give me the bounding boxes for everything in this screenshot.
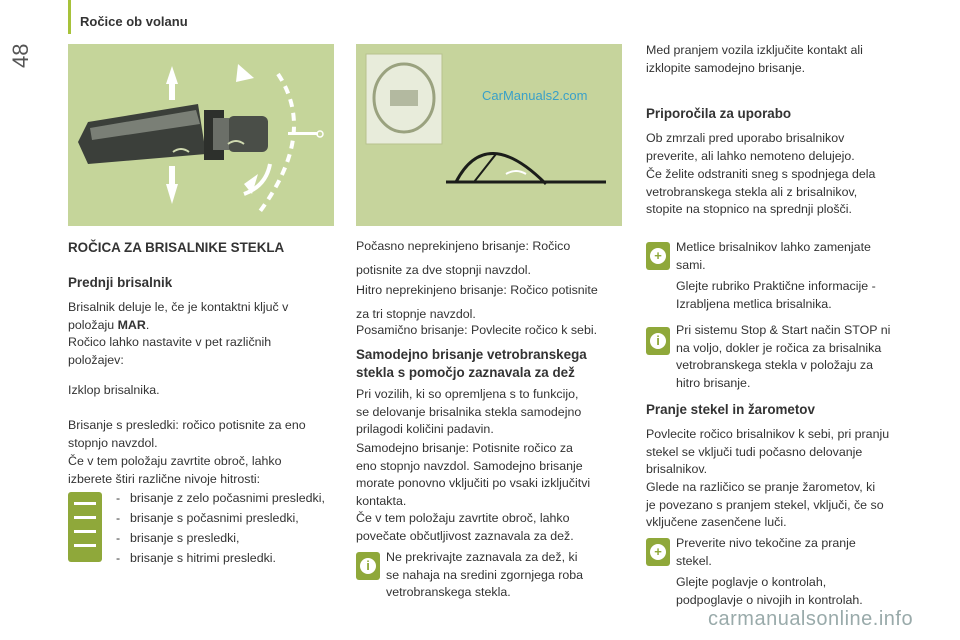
tip-fluid <box>676 535 916 609</box>
text-line: vetrobranskega stekla v položaju za <box>676 358 873 372</box>
text-line: stopite na stopnico na sprednji plošči. <box>646 202 852 216</box>
text-line: Počasno neprekinjeno brisanje: Ročico <box>356 239 571 253</box>
text-line: za tri stopnje navzdol. <box>356 306 476 321</box>
wiper-stalk-illustration <box>68 44 334 226</box>
text-fragment: položaju <box>68 317 118 332</box>
paragraph-car-wash <box>646 42 916 77</box>
text-line: brisalnikov. <box>646 462 708 476</box>
image-watermark: CarManuals2.com <box>482 88 588 103</box>
speed-list <box>116 488 325 568</box>
text-line <box>68 317 338 335</box>
footer-watermark: carmanualsonline.info <box>708 608 914 630</box>
text-line: izklopite samodejno brisanje. <box>646 60 806 75</box>
text-line: podpoglavje o nivojih in kontrolah. <box>676 592 863 607</box>
text-line: se delovanje brisalnika stekla samodejno <box>356 404 582 419</box>
paragraph-single: Posamično brisanje: Povlecite ročico k sebi. <box>356 323 598 337</box>
paragraph-snow <box>646 166 916 219</box>
text-line: potisnite za dve stopnji navzdol. <box>356 262 531 277</box>
heading-washing: Pranje stekel in žarometov <box>646 402 815 417</box>
text-line: hitro brisanje. <box>676 375 751 390</box>
note-rain-sensor <box>386 549 626 602</box>
text-line: položajev: <box>68 352 124 367</box>
info-icon-glyph: i <box>360 558 376 574</box>
text-line: Pri vozilih, ki so opremljena s to funkcijo, <box>356 387 579 401</box>
wiper-speed-icon <box>68 492 102 562</box>
paragraph-auto-wipe <box>356 440 626 510</box>
text-line: morate ponovno vključiti po vsaki izključitvi <box>356 476 591 490</box>
page-number: 48 <box>8 43 33 68</box>
text-line: Če v tem položaju zavrtite obroč, lahko <box>356 511 570 525</box>
text-line: Glejte poglavje o kontrolah, <box>676 575 827 589</box>
text-line: Pri sistemu Stop & Start način STOP ni <box>676 323 891 337</box>
plus-icon <box>646 538 670 566</box>
text-line: preverite, ali lahko nemoteno delujejo. <box>646 148 855 163</box>
text-line: Brisanje s presledki: ročico potisnite za eno <box>68 418 306 432</box>
paragraph-headlamp-wash <box>646 479 926 532</box>
tip-blades <box>676 239 916 313</box>
page-accent-bar <box>68 0 71 34</box>
text-line: Med pranjem vozila izključite kontakt ali <box>646 43 863 57</box>
list-item: - brisanje z zelo počasnimi presledki, <box>116 491 325 505</box>
info-stop-start <box>676 322 916 392</box>
heading-line: stekla s pomočjo zaznavala za dež <box>356 365 575 380</box>
list-item: - brisanje s presledki, <box>116 531 240 545</box>
plus-icon-glyph: + <box>650 248 666 264</box>
list-item: - brisanje s počasnimi presledki, <box>116 511 299 525</box>
text-line: vetrobranskega stekla. <box>386 585 511 599</box>
text-line: stekel se vključi tudi počasno delovanje <box>646 444 863 459</box>
text-line: Ročico lahko nastavite v pet različnih <box>68 335 272 349</box>
subheading-front-wiper: Prednji brisalnik <box>68 275 173 290</box>
text-line: vetrobranskega stekla ali z brisalnikov, <box>646 184 858 199</box>
text-line: Glede na različico se pranje žarometov, ki <box>646 480 876 494</box>
paragraph-sensitivity <box>356 510 626 545</box>
info-icon <box>356 552 380 580</box>
text-line: Povlecite ročico brisalnikov k sebi, pri pranju <box>646 427 890 441</box>
text-line: kontakta. <box>356 493 407 508</box>
paragraph-off: Izklop brisalnika. <box>68 383 160 397</box>
text-line: stopnjo navzdol. <box>68 435 158 450</box>
plus-icon <box>646 242 670 270</box>
list-item-text: brisanje s presledki, <box>130 531 240 545</box>
heading-line: Samodejno brisanje vetrobranskega <box>356 347 587 362</box>
text-line: Samodejno brisanje: Potisnite ročico za <box>356 441 573 455</box>
text-line: sami. <box>676 257 706 272</box>
paragraph-intermittent <box>68 417 338 452</box>
text-line: Brisalnik deluje le, če je kontaktni ključ v <box>68 300 289 314</box>
text-line: Glejte rubriko Praktične informacije - <box>676 279 876 293</box>
text-bold: MAR <box>117 317 146 332</box>
list-item-text: brisanje z zelo počasnimi presledki, <box>130 491 325 505</box>
list-item-text: brisanje s počasnimi presledki, <box>130 511 299 525</box>
text-fragment: . <box>145 317 150 332</box>
text-line: povečate občutljivost zaznavala za dež. <box>356 528 574 543</box>
rain-sensor-illustration <box>356 44 622 226</box>
text-line: vključene zasenčene luči. <box>646 515 787 529</box>
text-line: stekel. <box>676 553 712 568</box>
paragraph-frost <box>646 130 916 165</box>
text-line: je povezano s pranjem stekel, vključi, če so <box>646 497 884 512</box>
text-line: Izrabljena metlica brisalnika. <box>676 296 832 311</box>
list-item: - brisanje s hitrimi presledki. <box>116 551 276 565</box>
paragraph-ring <box>68 453 338 488</box>
text-line: prilagodi količini padavin. <box>356 422 494 436</box>
text-line: Hitro neprekinjeno brisanje: Ročico potisnite <box>356 283 598 297</box>
paragraph-washing-pull <box>646 426 926 479</box>
section-title: Ročice ob volanu <box>80 14 188 29</box>
text-line: Če želite odstraniti sneg s spodnjega dela <box>646 167 876 181</box>
text-line: Ne prekrivajte zaznavala za dež, ki <box>386 550 578 564</box>
info-icon <box>646 327 670 355</box>
paragraph-fast-continuous <box>356 282 626 323</box>
heading-wiper-stalk: ROČICA ZA BRISALNIKE STEKLA <box>68 240 285 255</box>
paragraph-slow-continuous <box>356 238 626 279</box>
plus-icon-glyph: + <box>650 544 666 560</box>
text-line: Ob zmrzali pred uporabo brisalnikov <box>646 131 845 145</box>
text-line: Preverite nivo tekočine za pranje <box>676 536 856 550</box>
text-line: se nahaja na sredini zgornjega roba <box>386 567 584 582</box>
paragraph-ignition <box>68 299 338 334</box>
list-item-text: brisanje s hitrimi presledki. <box>130 551 276 565</box>
info-icon-glyph: i <box>650 333 666 349</box>
text-line: Če v tem položaju zavrtite obroč, lahko <box>68 454 282 468</box>
paragraph-rain-sensor-intro <box>356 386 626 439</box>
heading-usage-tips: Priporočila za uporabo <box>646 106 792 121</box>
paragraph-positions <box>68 334 338 369</box>
heading-rain-sensor <box>356 346 587 382</box>
text-line: eno stopnjo navzdol. Samodejno brisanje <box>356 458 583 473</box>
text-line: Metlice brisalnikov lahko zamenjate <box>676 240 871 254</box>
text-line: na voljo, dokler je ročica za brisalnika <box>676 340 882 355</box>
text-line: izberete štiri različne nivoje hitrosti: <box>68 471 261 486</box>
